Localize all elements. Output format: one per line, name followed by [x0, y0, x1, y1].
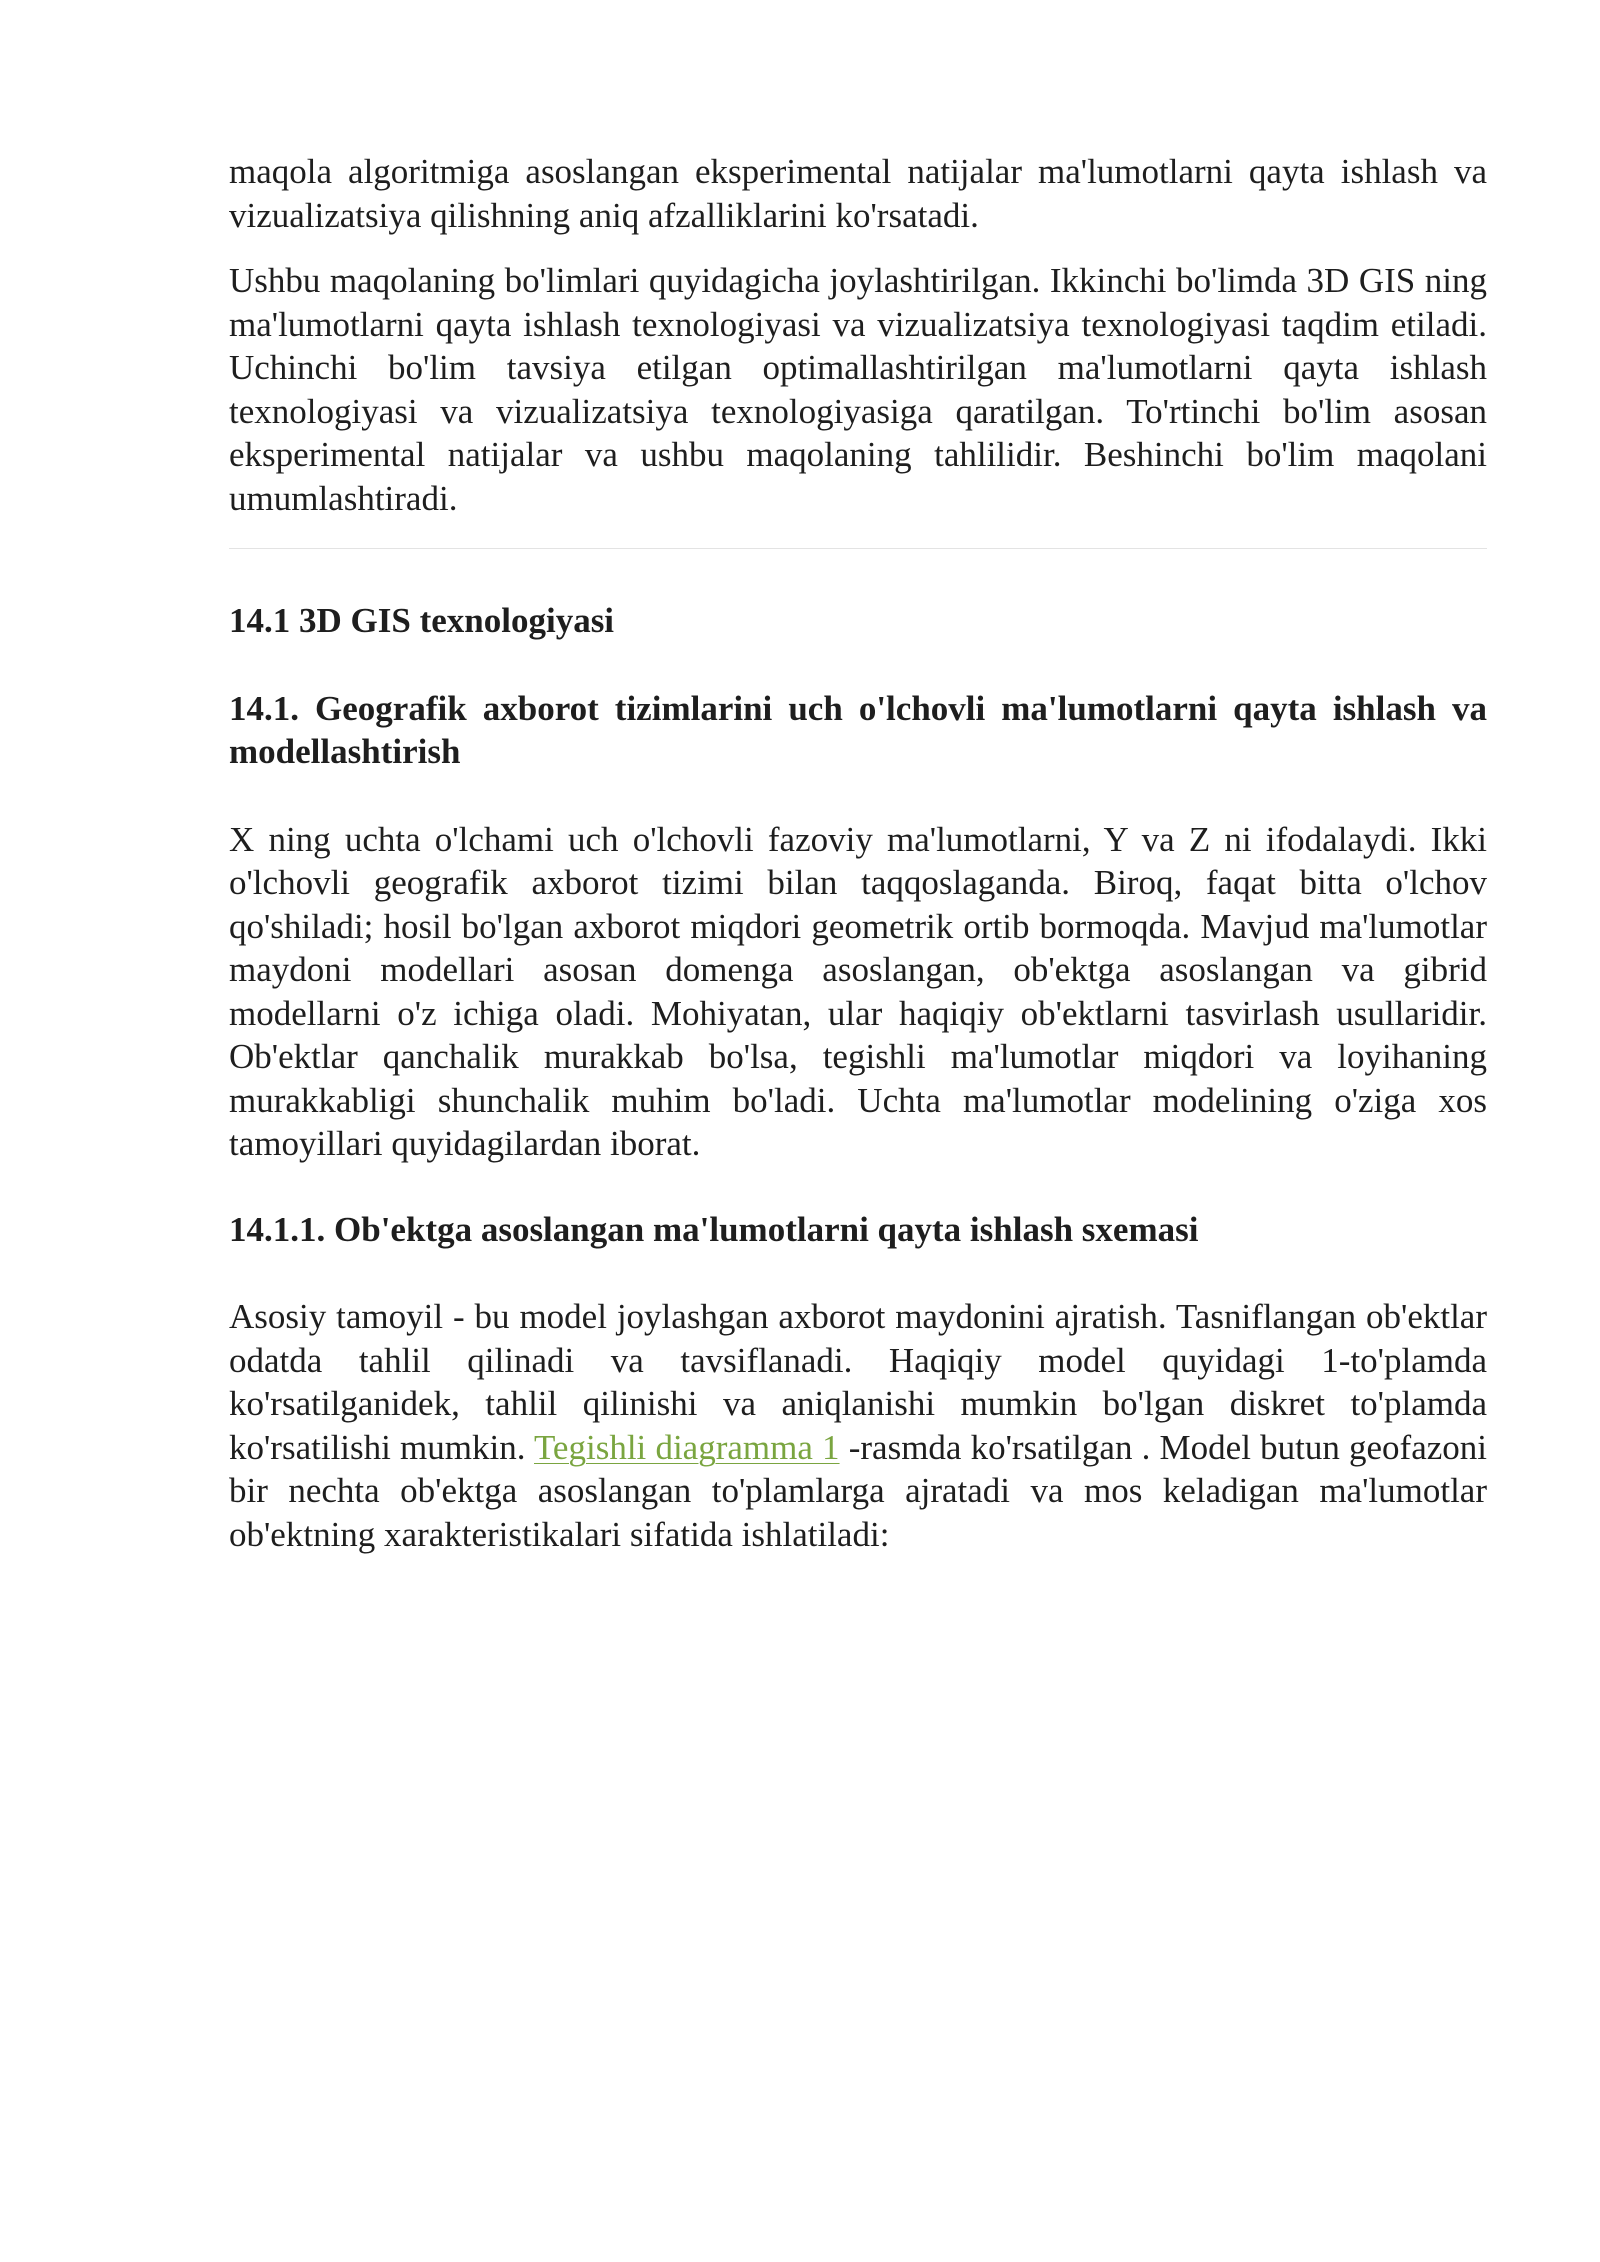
spacer: [229, 1166, 1487, 1208]
diagram-link[interactable]: Tegishli diagramma 1: [534, 1427, 840, 1467]
paragraph-structure: Ushbu maqolaning bo'limlari quyidagicha joylashtirilgan. Ikkinchi bo'limda 3D GIS ning ma'lumotlarni qayta ishlash texnologiyasi va vizualizatsiya texnologiyasi taqdim etiladi. Uchinchi bo'lim tavsiya etilgan optimallashtirilgan ma'lumotlarni qayta ishlash texnologiyasi va vizualizatsiya texnologiyasiga qaratilgan. To'rtinchi bo'lim asosan eksperimental natijalar va ushbu maqolaning tahlilidir. Beshinchi bo'lim maqolani umumlashtiradi.: [229, 261, 1487, 518]
subsection-heading: 14.1. Geografik axborot tizimlarini uch o'lchovli ma'lumotlarni qayta ishlash va modellashtirish: [229, 688, 1487, 771]
section-heading: 14.1 3D GIS texnologiyasi: [229, 601, 615, 640]
spacer: [229, 643, 1487, 687]
spacer: [229, 520, 1487, 548]
paragraph-principle-start: Asosiy tamoyil - bu model joylashgan axborot maydonini ajratish. Tasniflangan ob'ektlar odatda tahlil qilinadi va tavsiflanadi. Haqiqiy model quyidagi 1-to'plamda ko'rsatilganidek, tahlil qilinishi va aniqlanishi mumkin bo'lgan diskret to'plamda ko'rsatilishi mumkin.: [229, 1297, 1487, 1467]
spacer: [229, 774, 1487, 818]
paragraph-dimensions: X ning uchta o'lchami uch o'lchovli fazoviy ma'lumotlarni, Y va Z ni ifodalaydi. Ikki o'lchovli geografik axborot tizimi bilan taqqoslaganda. Biroq, faqat bitta o'lchov qo'shiladi; hosil bo'lgan axborot miqdori geometrik ortib bormoqda. Mavjud ma'lumotlar maydoni modellari asosan domenga asoslangan, ob'ektga asoslangan va gibrid modellarni o'z ichiga oladi. Mohiyatan, ular haqiqiy ob'ektlarni tasvirlash usullaridir. Ob'ektlar qanchalik murakkab bo'lsa, tegishli ma'lumotlar miqdori va loyihaning murakkabligi shunchalik muhim bo'ladi. Uchta ma'lumotlar modelining o'ziga xos tamoyillari quyidagilardan iborat.: [229, 819, 1487, 1163]
spacer: [229, 1251, 1487, 1295]
paragraph-principle-end: -rasmda ko'rsatilgan . Model butun geofazoni bir nechta ob'ektga asoslangan to'plamlarga ajratadi va mos keladigan ma'lumotlar ob'ektning xarakteristikalari sifatida ishlatiladi:: [229, 1427, 1487, 1554]
spacer: [229, 237, 1487, 259]
document-page: [229, 150, 1487, 1556]
spacer: [229, 549, 1487, 599]
subsubsection-heading: 14.1.1. Ob'ektga asoslangan ma'lumotlarni qayta ishlash sxemasi: [229, 1209, 1199, 1249]
paragraph-principle: [229, 1295, 1487, 1556]
paragraph-intro-end: maqola algoritmiga asoslangan eksperimental natijalar ma'lumotlarni qayta ishlash va vizualizatsiya qilishning aniq afzalliklarini ko'rsatadi.: [229, 152, 1487, 235]
